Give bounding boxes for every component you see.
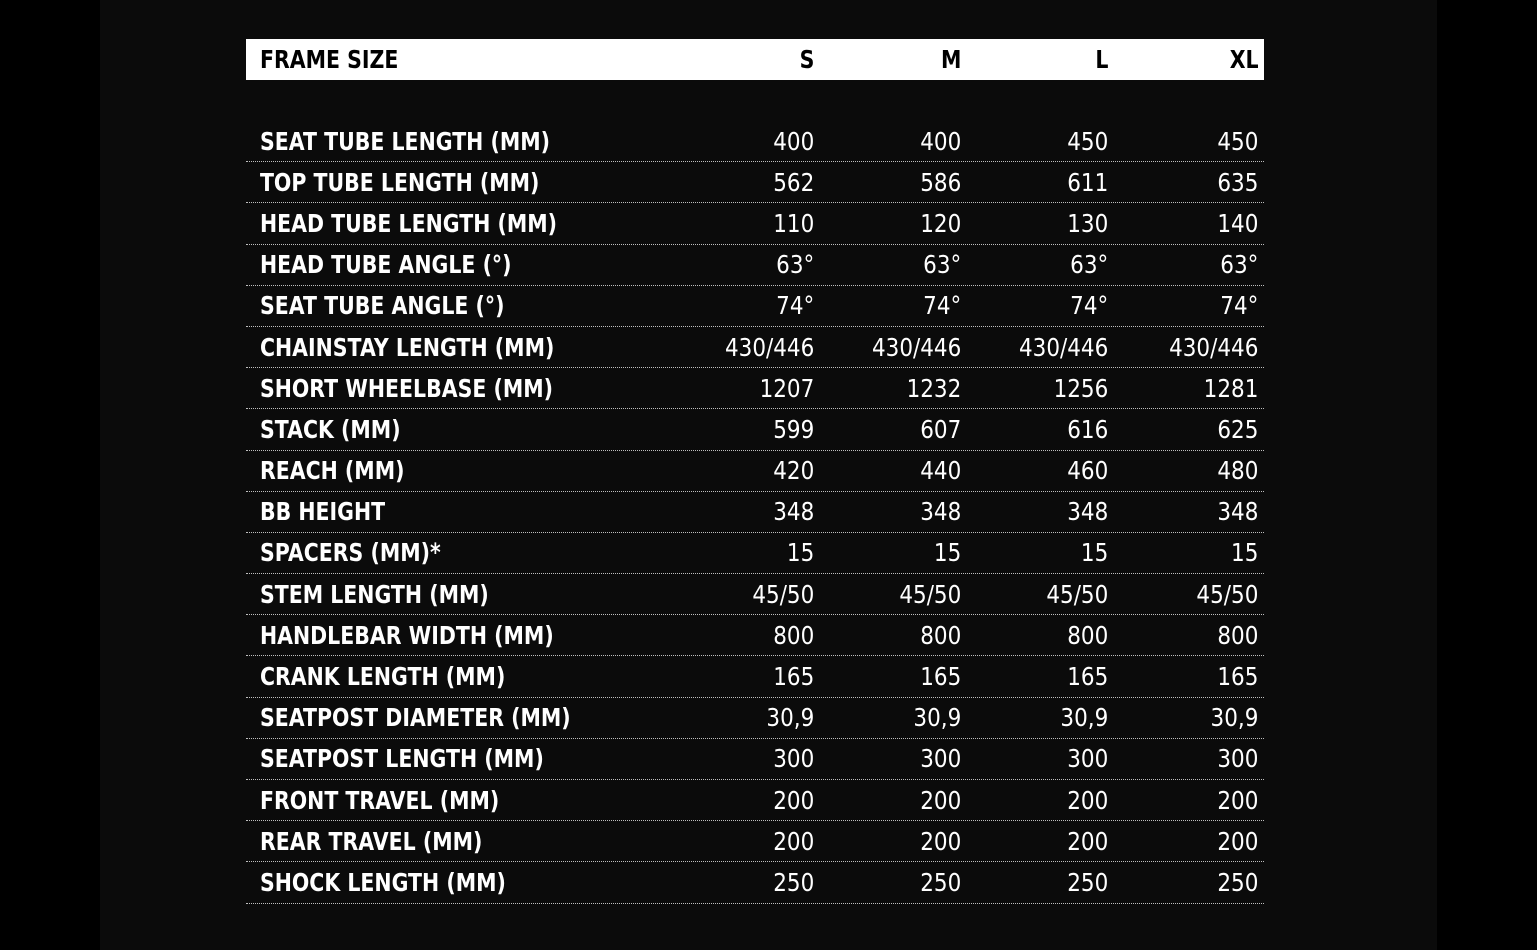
row-value-l: 15 bbox=[1080, 538, 1108, 568]
row-value-l: 460 bbox=[1066, 456, 1108, 486]
row-value-s: 30,9 bbox=[766, 703, 815, 733]
row-value-xl: 140 bbox=[1217, 208, 1259, 238]
row-label: STACK (MM) bbox=[259, 414, 401, 444]
row-value-s: 400 bbox=[773, 126, 815, 156]
table-row bbox=[246, 739, 1264, 780]
row-label: SHOCK LENGTH (MM) bbox=[259, 867, 506, 897]
table-row bbox=[246, 574, 1264, 615]
row-value-l: 45/50 bbox=[1046, 579, 1108, 609]
row-value-m: 15 bbox=[933, 538, 962, 568]
row-value-m: 430/446 bbox=[871, 332, 962, 362]
header-label-frame-size: FRAME SIZE bbox=[259, 45, 399, 74]
table-row bbox=[246, 203, 1264, 244]
row-label: SHORT WHEELBASE (MM) bbox=[259, 373, 554, 403]
row-label: CHAINSTAY LENGTH (MM) bbox=[259, 332, 555, 362]
row-label: HEAD TUBE ANGLE (°) bbox=[259, 250, 512, 280]
row-value-s: 110 bbox=[773, 208, 815, 238]
table-row bbox=[246, 286, 1264, 327]
row-value-m: 74° bbox=[923, 291, 962, 321]
row-value-s: 300 bbox=[773, 744, 815, 774]
row-value-l: 1256 bbox=[1053, 373, 1108, 403]
table-row bbox=[246, 821, 1264, 862]
row-value-xl: 635 bbox=[1217, 167, 1259, 197]
row-label: BB HEIGHT bbox=[259, 497, 386, 527]
table-row bbox=[246, 698, 1264, 739]
row-label: CRANK LENGTH (MM) bbox=[259, 662, 506, 692]
header-size-s: S bbox=[799, 45, 815, 74]
row-value-xl: 30,9 bbox=[1210, 703, 1259, 733]
row-value-m: 1232 bbox=[906, 373, 962, 403]
row-value-xl: 45/50 bbox=[1196, 579, 1259, 609]
row-value-m: 348 bbox=[920, 497, 962, 527]
row-label: SEAT TUBE LENGTH (MM) bbox=[259, 126, 551, 156]
row-value-s: 15 bbox=[787, 538, 815, 568]
row-label: HEAD TUBE LENGTH (MM) bbox=[259, 208, 558, 238]
row-value-m: 30,9 bbox=[913, 703, 962, 733]
row-value-s: 348 bbox=[773, 497, 815, 527]
row-value-xl: 74° bbox=[1220, 291, 1259, 321]
row-value-xl: 250 bbox=[1217, 867, 1259, 897]
table-body bbox=[246, 121, 1264, 904]
row-value-xl: 1281 bbox=[1204, 373, 1259, 403]
header-size-l: L bbox=[1095, 45, 1109, 74]
row-value-m: 400 bbox=[920, 126, 962, 156]
row-value-xl: 200 bbox=[1217, 785, 1259, 815]
row-value-l: 200 bbox=[1066, 826, 1108, 856]
row-value-m: 586 bbox=[920, 167, 962, 197]
row-label: SEAT TUBE ANGLE (°) bbox=[259, 291, 505, 321]
row-value-l: 250 bbox=[1066, 867, 1108, 897]
table-row bbox=[246, 862, 1264, 903]
row-label: FRONT TRAVEL (MM) bbox=[259, 785, 500, 815]
row-label: HANDLEBAR WIDTH (MM) bbox=[259, 620, 554, 650]
row-value-m: 250 bbox=[920, 867, 962, 897]
row-value-l: 130 bbox=[1066, 208, 1108, 238]
row-value-s: 63° bbox=[776, 250, 815, 280]
row-label: TOP TUBE LENGTH (MM) bbox=[259, 167, 540, 197]
row-value-xl: 300 bbox=[1217, 744, 1259, 774]
header-size-xl: XL bbox=[1230, 45, 1260, 74]
row-label: REAR TRAVEL (MM) bbox=[259, 826, 483, 856]
row-label: STEM LENGTH (MM) bbox=[259, 579, 489, 609]
header-spacer bbox=[246, 80, 1264, 121]
row-value-m: 607 bbox=[920, 414, 962, 444]
row-value-l: 616 bbox=[1066, 414, 1108, 444]
table-row bbox=[246, 451, 1264, 492]
row-value-xl: 15 bbox=[1231, 538, 1259, 568]
row-value-s: 200 bbox=[773, 826, 815, 856]
row-value-l: 348 bbox=[1066, 497, 1108, 527]
table-row bbox=[246, 492, 1264, 533]
header-size-m: M bbox=[941, 45, 962, 74]
row-value-xl: 165 bbox=[1217, 662, 1259, 692]
table-row bbox=[246, 121, 1264, 162]
row-value-l: 30,9 bbox=[1060, 703, 1108, 733]
row-label: SEATPOST LENGTH (MM) bbox=[259, 744, 544, 774]
row-value-xl: 625 bbox=[1217, 414, 1259, 444]
row-value-s: 599 bbox=[773, 414, 815, 444]
row-value-s: 420 bbox=[773, 456, 815, 486]
row-label: SPACERS (MM)* bbox=[259, 538, 441, 568]
row-value-l: 63° bbox=[1069, 250, 1108, 280]
row-value-l: 165 bbox=[1066, 662, 1108, 692]
row-value-s: 200 bbox=[773, 785, 815, 815]
row-value-l: 430/446 bbox=[1018, 332, 1108, 362]
row-value-xl: 430/446 bbox=[1169, 332, 1259, 362]
row-value-s: 250 bbox=[773, 867, 815, 897]
row-value-m: 300 bbox=[920, 744, 962, 774]
table-row bbox=[246, 615, 1264, 656]
geometry-table bbox=[246, 39, 1264, 904]
row-value-m: 800 bbox=[920, 620, 962, 650]
row-value-xl: 63° bbox=[1220, 250, 1259, 280]
table-header-row bbox=[246, 39, 1264, 80]
row-value-s: 45/50 bbox=[752, 579, 815, 609]
row-value-l: 200 bbox=[1066, 785, 1108, 815]
row-value-l: 450 bbox=[1066, 126, 1108, 156]
row-value-m: 45/50 bbox=[899, 579, 962, 609]
row-value-m: 440 bbox=[920, 456, 962, 486]
row-value-m: 200 bbox=[920, 826, 962, 856]
row-value-s: 562 bbox=[773, 167, 815, 197]
table-row bbox=[246, 368, 1264, 409]
row-value-m: 165 bbox=[920, 662, 962, 692]
row-value-xl: 200 bbox=[1217, 826, 1259, 856]
row-value-s: 74° bbox=[776, 291, 815, 321]
table-row bbox=[246, 780, 1264, 821]
table-row bbox=[246, 327, 1264, 368]
row-value-l: 800 bbox=[1066, 620, 1108, 650]
row-value-l: 74° bbox=[1069, 291, 1108, 321]
row-value-s: 1207 bbox=[759, 373, 815, 403]
row-label: REACH (MM) bbox=[259, 456, 405, 486]
row-value-s: 165 bbox=[773, 662, 815, 692]
table-row bbox=[246, 245, 1264, 286]
table-row bbox=[246, 533, 1264, 574]
row-value-l: 300 bbox=[1066, 744, 1108, 774]
row-value-m: 200 bbox=[920, 785, 962, 815]
row-value-l: 611 bbox=[1066, 167, 1108, 197]
row-value-xl: 450 bbox=[1217, 126, 1259, 156]
table-row bbox=[246, 656, 1264, 697]
row-label: SEATPOST DIAMETER (MM) bbox=[259, 703, 571, 733]
table-row bbox=[246, 409, 1264, 450]
table-row bbox=[246, 162, 1264, 203]
row-value-m: 120 bbox=[920, 208, 962, 238]
row-value-m: 63° bbox=[923, 250, 962, 280]
row-value-xl: 348 bbox=[1217, 497, 1259, 527]
row-value-s: 800 bbox=[773, 620, 815, 650]
row-value-xl: 480 bbox=[1217, 456, 1259, 486]
row-value-xl: 800 bbox=[1217, 620, 1259, 650]
row-value-s: 430/446 bbox=[725, 332, 815, 362]
